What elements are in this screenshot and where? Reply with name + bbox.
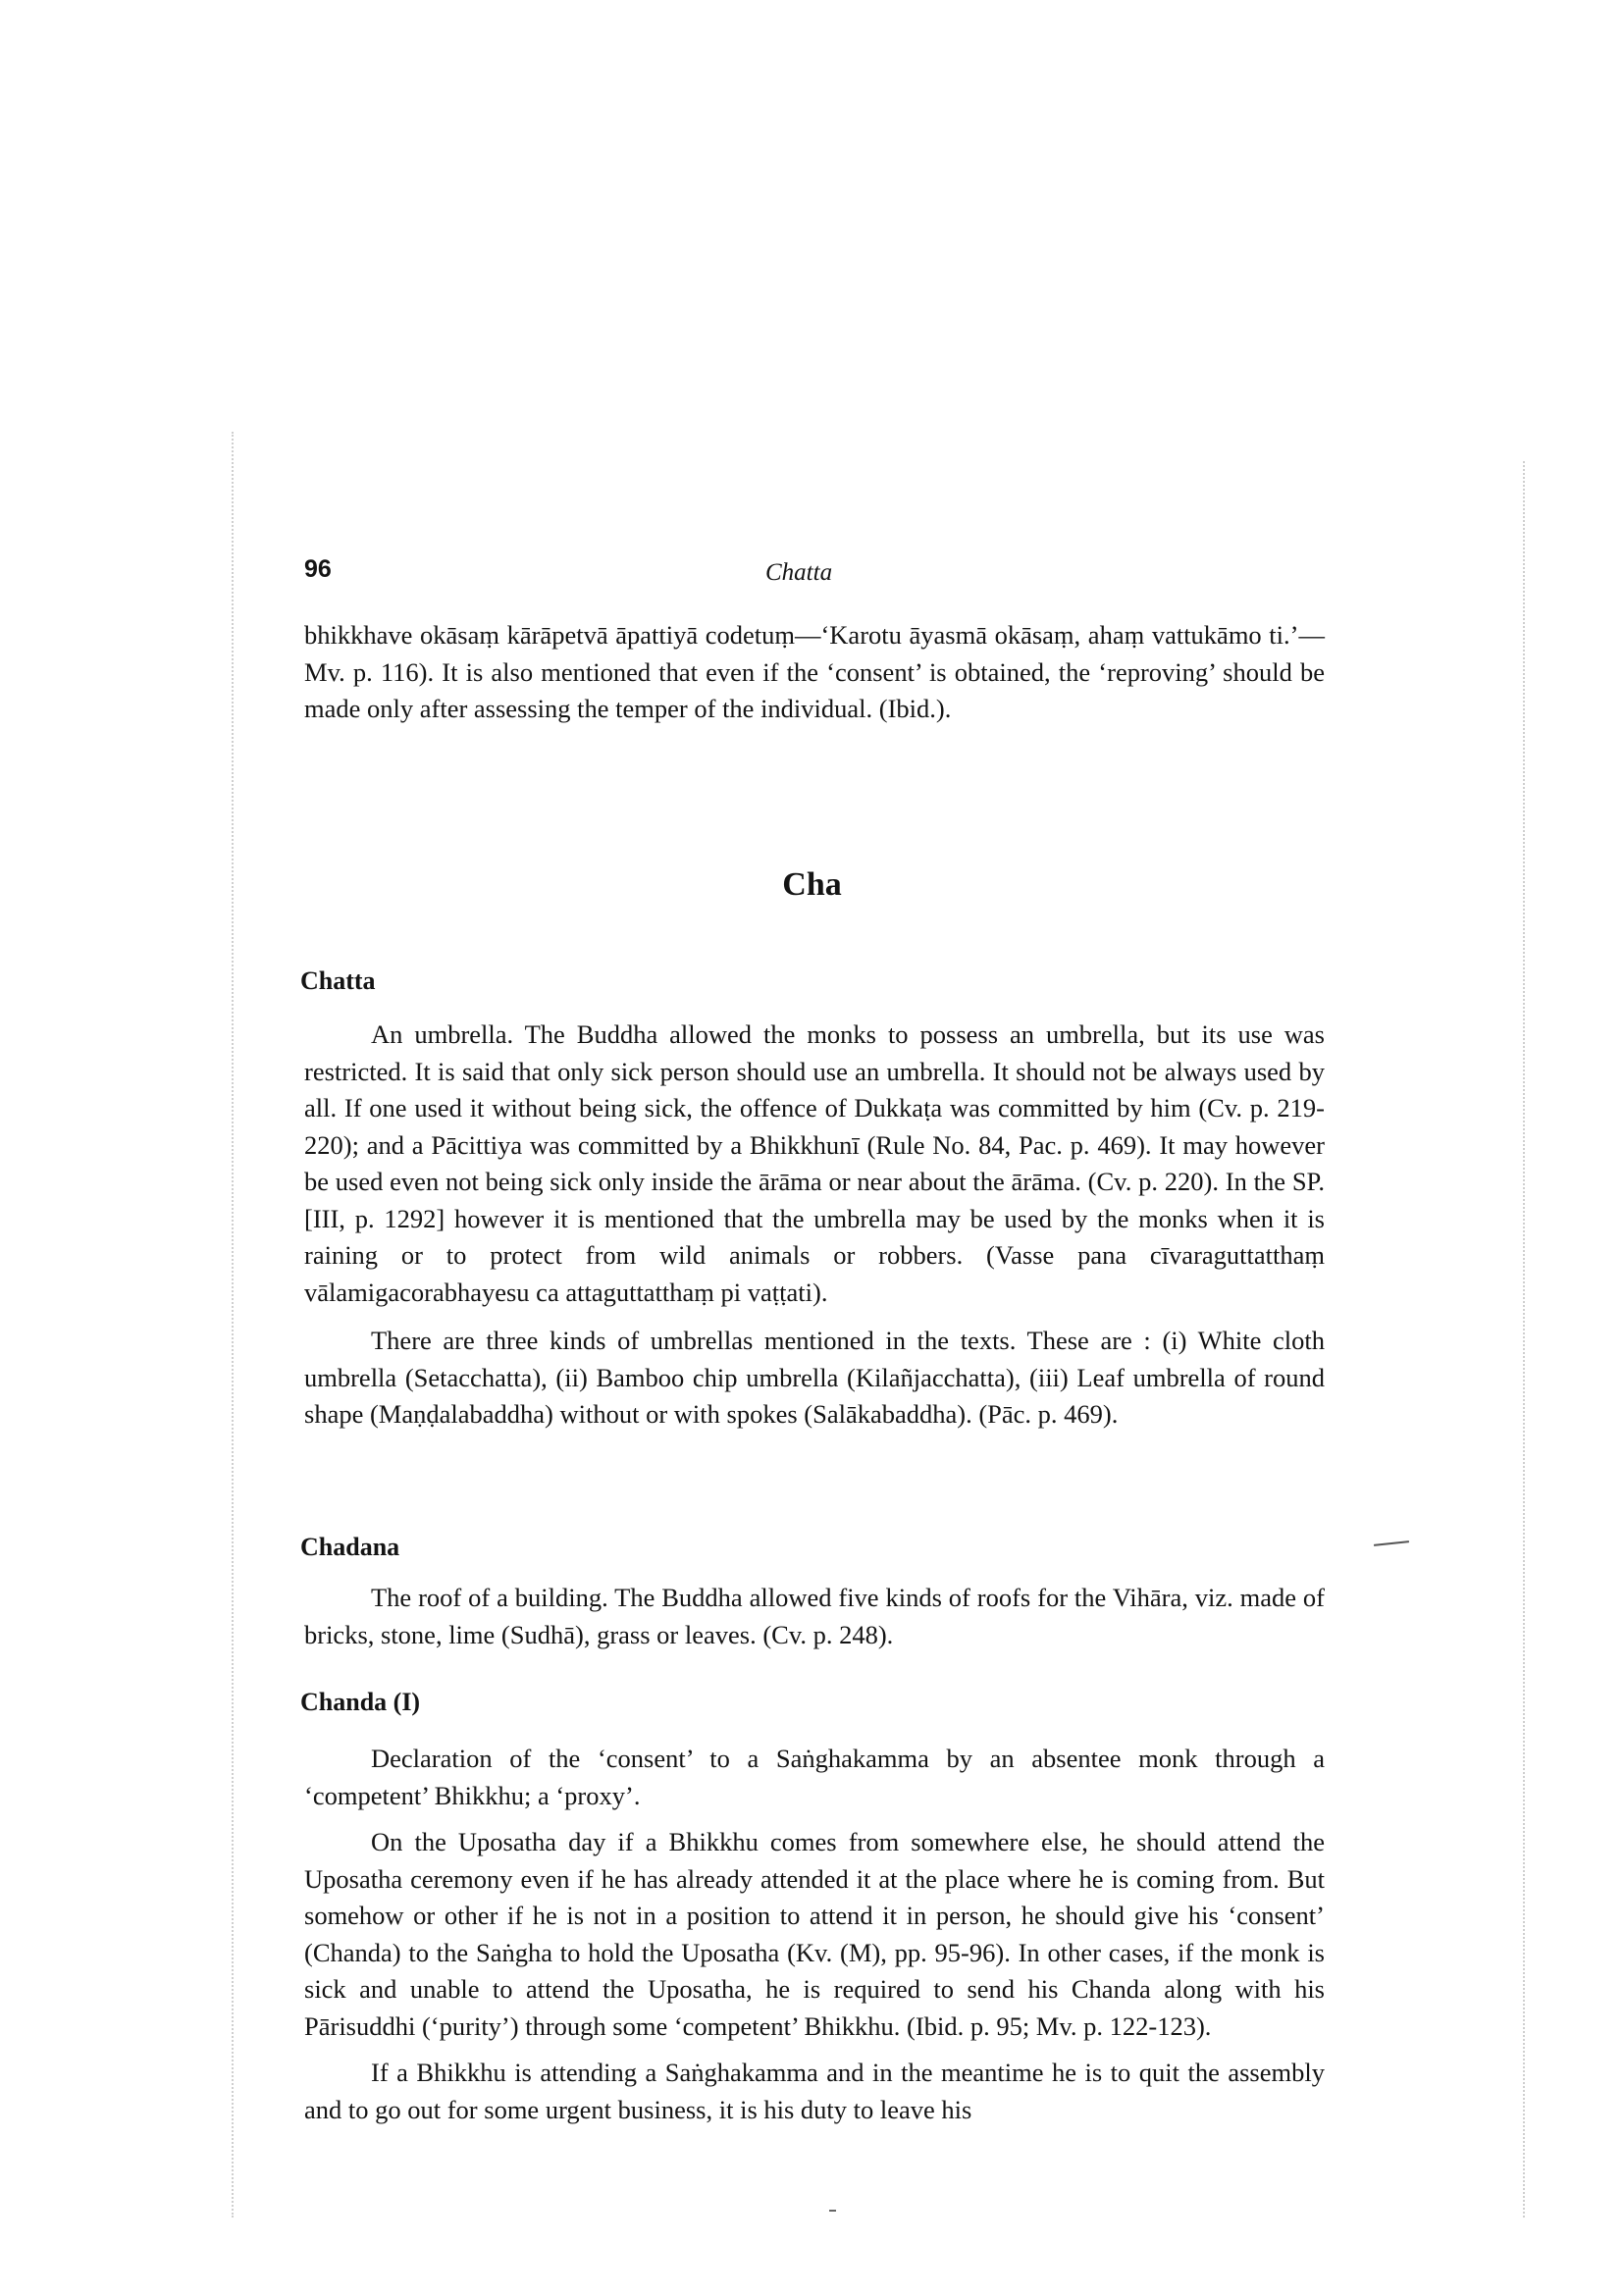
continuation-paragraph: bhikkhave okāsaṃ kārāpetvā āpattiyā codetuṃ—‘Karotu āyasmā okāsaṃ, ahaṃ vattukāmo ti.’—Mv. p. 116). It is also mentioned that even if the ‘consent’ is obtained, the ‘reproving’ should be made only after assessing the temper of the individual. (Ibid.). <box>304 620 1325 723</box>
right-margin-scan-marks <box>1523 461 1525 2218</box>
entry-body-chadana <box>304 1580 1325 1653</box>
chanda-paragraph-1: Declaration of the ‘consent’ to a Saṅghakamma by an absentee monk through a ‘competent’ Bhikkhu; a ‘proxy’. <box>304 1744 1325 1810</box>
running-title: Chatta <box>765 559 833 586</box>
chadana-paragraph-1: The roof of a building. The Buddha allowed five kinds of roofs for the Vihāra, viz. made of bricks, stone, lime (Sudhā), grass or leaves. (Cv. p. 248). <box>304 1583 1325 1649</box>
chanda-paragraph-3: If a Bhikkhu is attending a Saṅghakamma and in the meantime he is to quit the assembly and to go out for some urgent business, it is his duty to leave his <box>304 2058 1325 2124</box>
chatta-paragraph-1: An umbrella. The Buddha allowed the monks to possess an umbrella, but its use was restricted. It is said that only sick person should use an umbrella. It should not be always used by all. If one used it without being sick, the offence of Dukkaṭa was committed by him (Cv. p. 219-220); and a Pācittiya was committed by a Bhikkhunī (Rule No. 84, Pac. p. 469). It may however be used even not being sick only inside the ārāma or near about the ārāma. (Cv. p. 220). In the SP. [III, p. 1292] however it is mentioned that the umbrella may be used by the monks when it is raining or to protect from wild animals or robbers. (Vasse pana cīvaraguttatthaṃ vālamigacorabhayesu ca attaguttatthaṃ pi vaṭṭati). <box>304 1019 1325 1307</box>
section-heading: Cha <box>782 866 842 903</box>
continuation-paragraph-block <box>304 617 1325 728</box>
chatta-paragraph-2: There are three kinds of umbrellas mentioned in the texts. These are : (i) White cloth umbrella (Setacchatta), (ii) Bamboo chip umbrella (Kilañjacchatta), (iii) Leaf umbrella of round shape (Maṇḍalabaddha) without or with spokes (Salākabaddha). (Pāc. p. 469). <box>304 1326 1325 1429</box>
bottom-scan-mark <box>829 2210 836 2212</box>
entry-heading-chadana: Chadana <box>300 1533 400 1561</box>
left-margin-scan-marks <box>232 432 234 2218</box>
entry-heading-chatta: Chatta <box>300 966 376 995</box>
entry-body-chatta <box>304 1017 1325 1434</box>
margin-dash-mark <box>1374 1540 1409 1546</box>
entry-heading-chanda: Chanda (I) <box>300 1688 421 1716</box>
page-number: 96 <box>304 555 332 583</box>
entry-body-chanda <box>304 1741 1325 2128</box>
running-head <box>304 555 1325 595</box>
chanda-paragraph-2: On the Uposatha day if a Bhikkhu comes from somewhere else, he should attend the Uposatha ceremony even if he has already attended it at the place where he is coming from. But somehow or other if he is not in a position to attend it in person, he should give his ‘consent’ (Chanda) to the Saṅgha to hold the Uposatha (Kv. (M), pp. 95-96). In other cases, if the monk is sick and unable to attend the Uposatha, he is required to send his Chanda along with his Pārisuddhi (‘purity’) through some ‘competent’ Bhikkhu. (Ibid. p. 95; Mv. p. 122-123). <box>304 1827 1325 2041</box>
